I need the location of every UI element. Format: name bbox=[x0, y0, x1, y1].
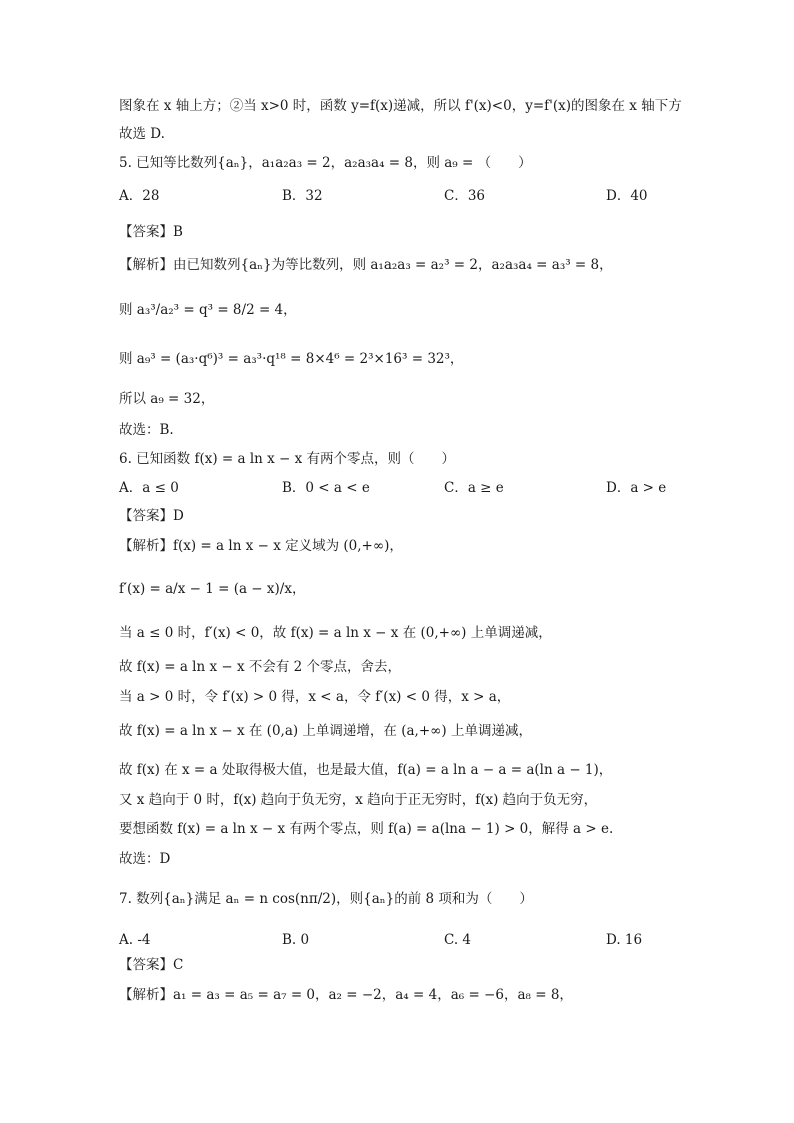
analysis-line: 则 a₃³/a₂³ = q³ = 8/2 = 4， bbox=[119, 302, 297, 318]
analysis-line: 【解析】a₁ = a₃ = a₅ = a₇ = 0，a₂ = −2，a₄ = 4，a₆ = −6，a₈ = 8， bbox=[119, 987, 573, 1003]
option-d: D. 16 bbox=[606, 932, 643, 948]
analysis-line: 故选：D bbox=[119, 851, 171, 867]
option-b: B．0 < a < e bbox=[282, 480, 370, 496]
answer-label: 【答案】D bbox=[119, 508, 184, 524]
option-d: D．40 bbox=[606, 188, 648, 204]
option-c: C. 4 bbox=[444, 932, 472, 948]
option-c: C．a ≥ e bbox=[444, 480, 504, 496]
analysis-line: 【解析】f(x) = a ln x − x 定义域为 (0,+∞)， bbox=[119, 538, 403, 554]
option-a: A．a ≤ 0 bbox=[119, 480, 179, 496]
option-b: B. 0 bbox=[282, 932, 310, 948]
option-a: A. -4 bbox=[119, 932, 151, 948]
analysis-line: 所以 a₉ = 32， bbox=[119, 391, 215, 407]
analysis-line: f′(x) = a/x − 1 = (a − x)/x， bbox=[119, 581, 306, 597]
text-line: 图象在 x 轴上方；②当 x>0 时，函数 y=f(x)递减，所以 f'(x)<0，y=f'(x)的图象在 x 轴下方 bbox=[119, 98, 682, 114]
question-7: 7. 数列{aₙ}满足 aₙ = n cos(nπ/2)，则{aₙ}的前 8 项和为（ ） bbox=[119, 891, 533, 907]
analysis-line: 当 a ≤ 0 时，f′(x) < 0，故 f(x) = a ln x − x 在 (0,+∞) 上单调递减， bbox=[119, 625, 552, 641]
analysis-line: 故 f(x) = a ln x − x 不会有 2 个零点，舍去， bbox=[119, 659, 402, 675]
analysis-line: 当 a > 0 时，令 f′(x) > 0 得，x < a，令 f′(x) < 0 得，x > a， bbox=[119, 689, 511, 705]
question-6: 6. 已知函数 f(x) = a ln x − x 有两个零点，则（ ） bbox=[119, 451, 456, 467]
question-5: 5. 已知等比数列{aₙ}，a₁a₂a₃ = 2，a₂a₃a₄ = 8，则 a₉ = （ ） bbox=[119, 155, 532, 171]
answer-label: 【答案】B bbox=[119, 224, 183, 240]
option-d: D．a > e bbox=[606, 480, 667, 496]
analysis-line: 则 a₉³ = (a₃·q⁶)³ = a₃³·q¹⁸ = 8×4⁶ = 2³×16³ = 32³， bbox=[119, 351, 464, 367]
answer-label: 【答案】C bbox=[119, 957, 184, 973]
analysis-line: 故 f(x) 在 x = a 处取得极大值，也是最大值，f(a) = a ln a − a = a(ln a − 1)， bbox=[119, 762, 613, 778]
option-b: B．32 bbox=[282, 188, 323, 204]
analysis-line: 故 f(x) = a ln x − x 在 (0,a) 上单调递增，在 (a,+∞) 上单调递减， bbox=[119, 723, 532, 739]
option-c: C．36 bbox=[444, 188, 486, 204]
analysis-line: 又 x 趋向于 0 时，f(x) 趋向于负无穷，x 趋向于正无穷时，f(x) 趋向于负无穷， bbox=[119, 792, 598, 808]
option-a: A．28 bbox=[119, 188, 160, 204]
analysis-line: 【解析】由已知数列{aₙ}为等比数列，则 a₁a₂a₃ = a₂³ = 2，a₂a₃a₄ = a₃³ = 8， bbox=[119, 257, 613, 273]
analysis-line: 故选：B. bbox=[119, 422, 174, 438]
analysis-line: 要想函数 f(x) = a ln x − x 有两个零点，则 f(a) = a(lna − 1) > 0，解得 a > e. bbox=[119, 821, 614, 837]
text-line: 故选 D. bbox=[119, 126, 165, 142]
